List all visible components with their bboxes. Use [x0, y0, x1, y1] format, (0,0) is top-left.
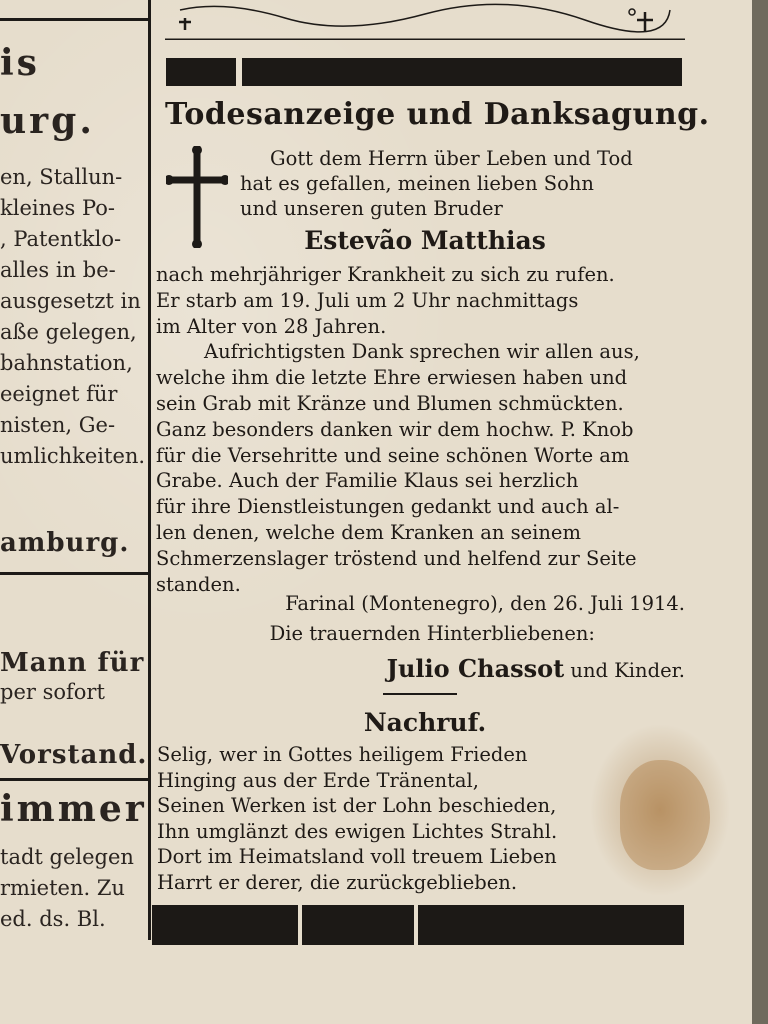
body-line: im Alter von 28 Jahren.	[156, 314, 387, 338]
body-line: für die Versehritte und seine schönen Worte am	[156, 443, 630, 467]
column-rule	[0, 18, 148, 21]
ad-text: is	[0, 42, 40, 84]
obituary-poem	[157, 742, 677, 895]
ad-heading: immer	[0, 788, 147, 830]
ad-heading: Mann für	[0, 648, 145, 678]
ad-text: en, Stallun-	[0, 165, 123, 189]
column-divider	[148, 0, 151, 940]
ad-text: kleines Po-	[0, 196, 116, 220]
intro-line: hat es gefallen, meinen lieben Sohn	[240, 172, 594, 195]
black-border-bar	[302, 905, 414, 945]
ad-heading: amburg.	[0, 528, 130, 558]
column-rule	[0, 572, 148, 575]
divider-rule	[383, 693, 457, 695]
black-border-bar	[166, 58, 236, 86]
obituary-title: Nachruf.	[363, 708, 487, 737]
body-line: Aufrichtigsten Dank sprechen wir allen aus,	[204, 340, 640, 364]
body-line: Grabe. Auch der Familie Klaus sei herzlich	[156, 469, 579, 493]
poem-line: Hinging aus der Erde Tränental,	[157, 768, 479, 792]
mourners-line: Die trauernden Hinterbliebenen:	[269, 622, 595, 645]
body-line: sein Grab mit Kränze und Blumen schmückten.	[156, 391, 624, 415]
black-border-bar	[242, 58, 682, 86]
poem-line: Selig, wer in Gottes heiligem Frieden	[157, 743, 528, 766]
signature	[165, 654, 685, 683]
ad-text: tadt gelegen	[0, 845, 134, 869]
ad-text: rmieten. Zu	[0, 876, 125, 900]
poem-line: Dort im Heimatsland voll treuem Lieben	[157, 845, 557, 868]
place-date: Farinal (Montenegro), den 26. Juli 1914.	[285, 592, 685, 615]
black-border-bar	[418, 905, 684, 945]
ad-text: per sofort	[0, 680, 105, 704]
ad-text: , Patentklo-	[0, 227, 122, 251]
ad-text: ed. ds. Bl.	[0, 907, 106, 931]
notice-title: Todesanzeige und Danksagung.	[165, 97, 710, 132]
body-line: welche ihm die letzte Ehre erwiesen haben und	[156, 366, 628, 390]
page-edge	[752, 0, 768, 1024]
ad-text: eeignet für	[0, 382, 118, 406]
left-column	[0, 0, 148, 1024]
body-line: Er starb am 19. Juli um 2 Uhr nachmittags	[156, 288, 579, 312]
signature-name: Julio Chassot	[386, 654, 565, 683]
body-line: Schmerzenslager tröstend und helfend zur Seite	[156, 546, 637, 570]
deceased-name: Estevão Matthias	[304, 226, 546, 255]
column-rule	[0, 778, 148, 781]
ad-text: nisten, Ge-	[0, 413, 116, 437]
ad-text: ausgesetzt in	[0, 289, 141, 313]
ad-heading: Vorstand.	[0, 740, 148, 770]
intro-line: Gott dem Herrn über Leben und Tod	[270, 147, 633, 170]
intro-line: und unseren guten Bruder	[240, 197, 503, 220]
body-line: len denen, welche dem Kranken an seinem	[156, 520, 581, 544]
notice-intro	[240, 146, 685, 221]
body-line: standen.	[156, 572, 241, 596]
ad-text: bahnstation,	[0, 351, 133, 375]
poem-line: Ihn umglänzt des ewigen Lichtes Strahl.	[157, 819, 558, 843]
body-line: Ganz besonders danken wir dem hochw. P. Knob	[156, 417, 634, 441]
black-border-bar	[152, 905, 298, 945]
poem-line: Harrt er derer, die zurückgeblieben.	[157, 870, 518, 894]
ad-text: umlichkeiten.	[0, 444, 146, 468]
ad-text: alles in be-	[0, 258, 116, 282]
body-line: nach mehrjähriger Krankheit zu sich zu rufen.	[156, 263, 615, 286]
notice-body	[156, 262, 686, 597]
signature-rest: und Kinder.	[564, 659, 685, 682]
decorative-ornament	[165, 0, 685, 40]
ad-heading: urg.	[0, 100, 95, 142]
poem-line: Seinen Werken ist der Lohn beschieden,	[157, 794, 557, 817]
body-line: für ihre Dienstleistungen gedankt und auch al-	[156, 495, 620, 519]
ad-text: aße gelegen,	[0, 320, 137, 344]
